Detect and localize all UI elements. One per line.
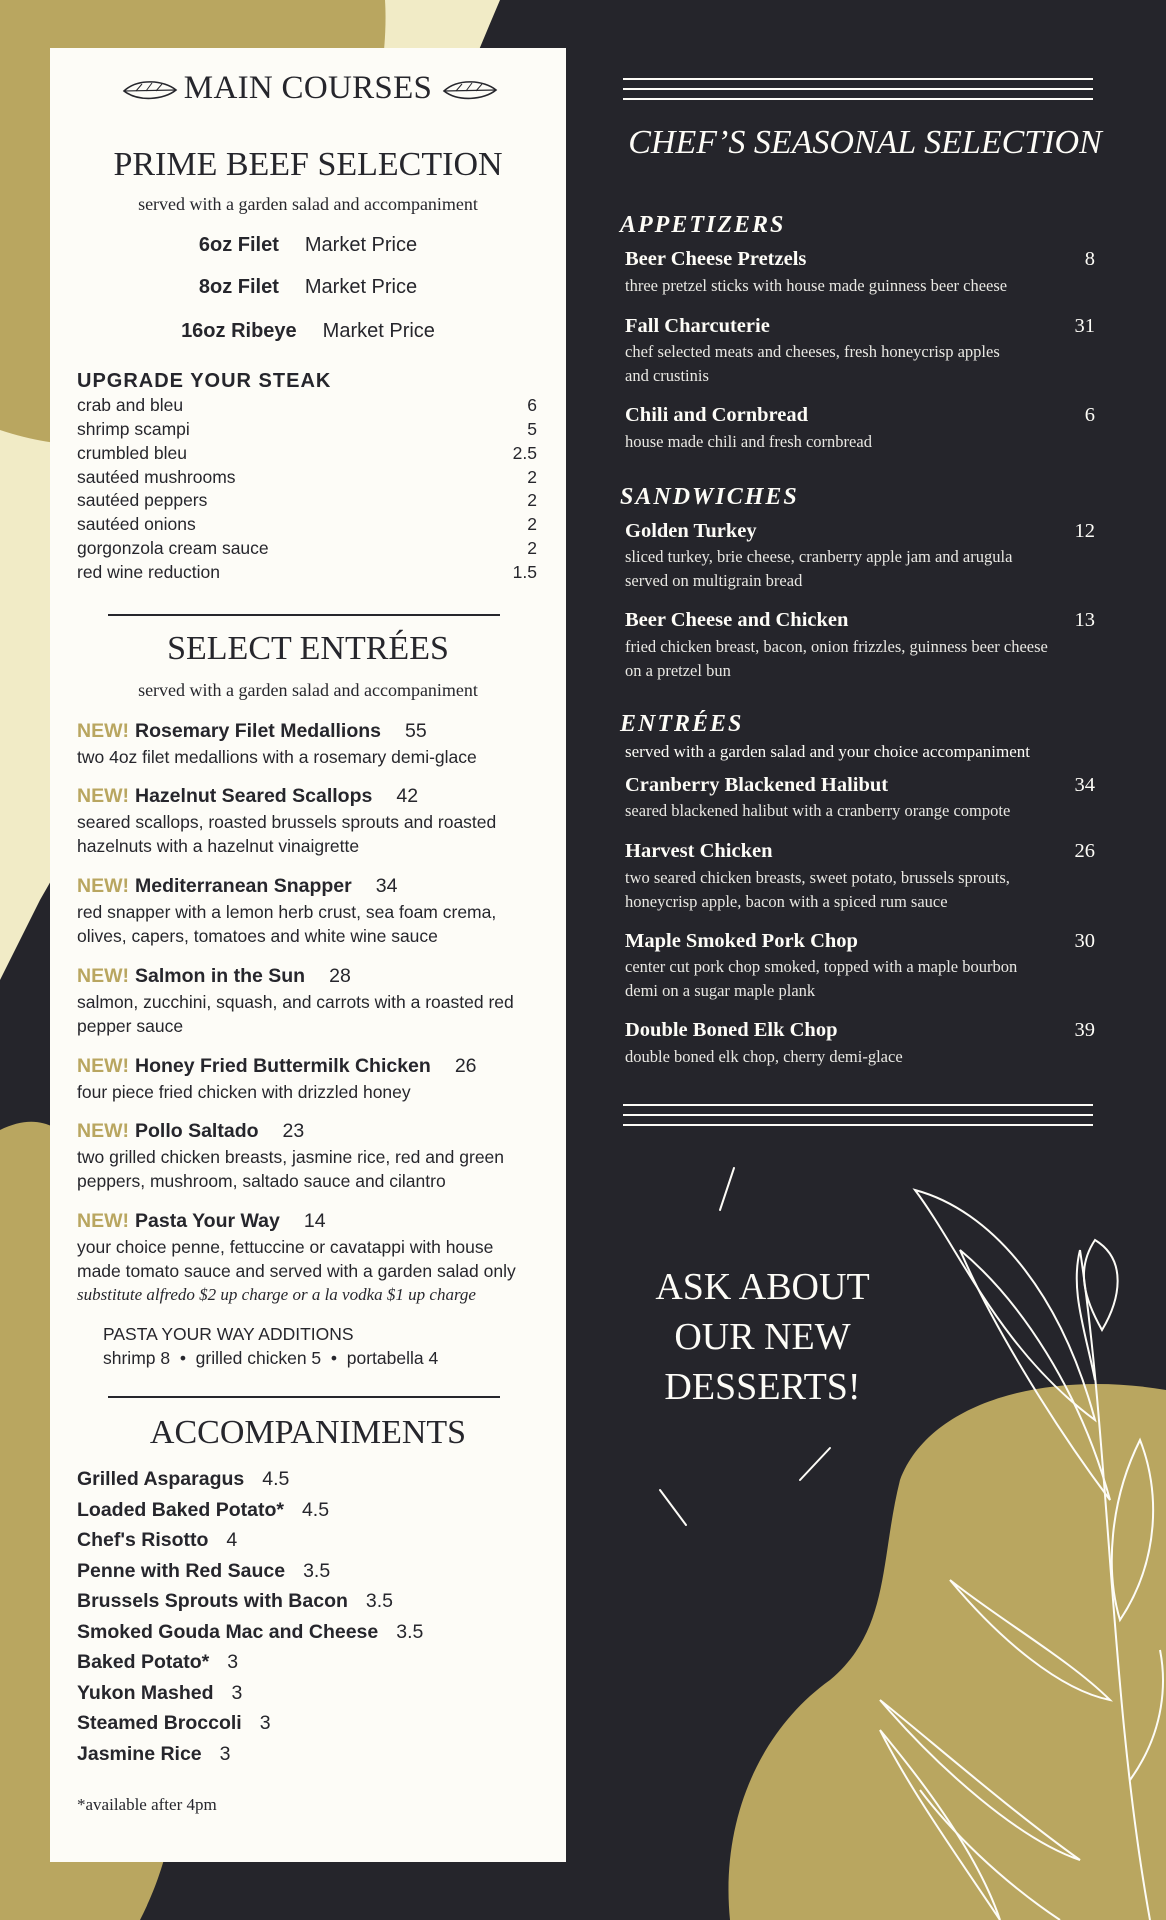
item-name: Harvest Chicken <box>625 840 773 862</box>
pasta-note: substitute alfredo $2 up charge or a la vodka $1 up charge <box>77 1285 476 1304</box>
bottom-rule <box>623 1104 1093 1106</box>
accompaniment-item <box>77 1651 547 1674</box>
seasonal-desc <box>625 1045 1100 1069</box>
item-price: 31 <box>1074 315 1095 337</box>
section-divider <box>108 614 500 616</box>
desc-line: two grilled chicken breasts, jasmine rice, red and green <box>77 1147 505 1167</box>
accompaniment-name: Loaded Baked Potato* <box>77 1499 284 1521</box>
prime-cut-row <box>50 234 566 257</box>
seasonal-desc <box>625 430 1100 454</box>
seasonal-desc <box>625 955 1100 1003</box>
upgrade-name: sautéed onions <box>77 514 196 534</box>
upgrade-row <box>77 419 537 440</box>
entree-name: Honey Fried Buttermilk Chicken <box>135 1055 431 1077</box>
upgrade-price: 2 <box>527 538 537 558</box>
accompaniment-price: 3 <box>227 1651 239 1673</box>
desc-line: sliced turkey, brie cheese, cranberry apple jam and arugula <box>625 547 1013 566</box>
accompaniment-price: 4 <box>226 1529 238 1551</box>
accompaniment-name: Baked Potato* <box>77 1651 210 1673</box>
entree-name: Hazelnut Seared Scallops <box>135 785 373 807</box>
upgrade-name: crumbled bleu <box>77 443 187 463</box>
upgrade-row <box>77 562 537 583</box>
cut-name: 8oz Filet <box>198 276 279 298</box>
select-entrees-title: SELECT ENTRÉES <box>167 630 449 667</box>
upgrade-price: 2.5 <box>512 443 537 463</box>
accompaniment-name: Grilled Asparagus <box>77 1468 245 1490</box>
bottom-rule <box>623 1114 1093 1116</box>
accompaniment-price: 3 <box>219 1743 231 1765</box>
accompaniment-item <box>77 1468 547 1491</box>
cut-price: Market Price <box>304 234 418 256</box>
section-divider <box>108 1396 500 1398</box>
seasonal-item <box>625 404 1095 427</box>
item-name: Beer Cheese Pretzels <box>625 248 807 270</box>
entree-desc <box>77 745 547 769</box>
seasonal-title: CHEF’S SEASONAL SELECTION <box>628 124 1102 161</box>
item-price: 30 <box>1074 930 1095 952</box>
seasonal-item <box>625 1019 1095 1042</box>
top-rule <box>623 78 1093 80</box>
accompaniment-item <box>77 1621 547 1644</box>
upgrade-row <box>77 443 537 464</box>
accompaniment-name: Chef's Risotto <box>77 1529 209 1551</box>
item-price: 12 <box>1074 520 1095 542</box>
desserts-line: OUR NEW <box>674 1316 851 1358</box>
upgrade-row <box>77 395 537 416</box>
seasonal-desc <box>625 635 1100 683</box>
seasonal-desc <box>625 799 1100 823</box>
upgrade-name: red wine reduction <box>77 562 220 582</box>
seasonal-item <box>625 930 1095 953</box>
desc-line: seared scallops, roasted brussels sprouts and roasted <box>77 812 497 832</box>
new-badge: NEW! <box>77 965 129 987</box>
item-name: Maple Smoked Pork Chop <box>625 930 858 952</box>
entree-price: 42 <box>396 785 419 807</box>
entree-title <box>77 785 547 808</box>
seasonal-item <box>625 315 1095 338</box>
seasonal-item <box>625 248 1095 271</box>
entree-price: 26 <box>454 1055 477 1077</box>
main-courses-title: MAIN COURSES <box>183 70 433 106</box>
new-badge: NEW! <box>77 720 129 742</box>
desc-line: double boned elk chop, cherry demi-glace <box>625 1047 903 1066</box>
accompaniment-item <box>77 1560 547 1583</box>
desserts-line: ASK ABOUT <box>655 1266 870 1308</box>
entree-title <box>77 720 547 743</box>
top-rule <box>623 88 1093 90</box>
appetizers-title: APPETIZERS <box>620 212 786 238</box>
cut-name: 16oz Ribeye <box>181 320 297 342</box>
item-price: 34 <box>1074 774 1095 796</box>
prime-cut-row <box>50 276 566 299</box>
item-price: 39 <box>1074 1019 1095 1041</box>
entree-title <box>77 1210 547 1233</box>
desc-line: on a pretzel bun <box>625 661 731 680</box>
desc-line: red snapper with a lemon herb crust, sea foam crema, <box>77 902 497 922</box>
item-price: 13 <box>1074 609 1095 631</box>
footnote: *available after 4pm <box>77 1795 217 1814</box>
new-badge: NEW! <box>77 1055 129 1077</box>
desc-line: and crustinis <box>625 366 709 385</box>
new-badge: NEW! <box>77 1210 129 1232</box>
entrees-subtitle: served with a garden salad and your choice accompaniment <box>625 742 1031 761</box>
entree-name: Pasta Your Way <box>135 1210 280 1232</box>
desserts-line: DESSERTS! <box>664 1366 861 1408</box>
upgrade-price: 6 <box>527 395 537 415</box>
upgrade-price: 2 <box>527 467 537 487</box>
entree-price: 28 <box>329 965 351 987</box>
upgrade-row <box>77 467 537 488</box>
cut-price: Market Price <box>322 320 435 342</box>
entree-desc <box>77 1080 547 1104</box>
accompaniment-item <box>77 1529 547 1552</box>
upgrade-row <box>77 538 537 559</box>
accompaniment-name: Smoked Gouda Mac and Cheese <box>77 1621 379 1643</box>
seasonal-desc <box>625 866 1100 914</box>
desc-line: fried chicken breast, bacon, onion frizzles, guinness beer cheese <box>625 637 1048 656</box>
prime-beef-subtitle: served with a garden salad and accompaniment <box>138 194 478 214</box>
accompaniment-price: 3 <box>231 1682 243 1704</box>
seasonal-desc <box>625 274 1100 298</box>
entree-name: Rosemary Filet Medallions <box>135 720 381 742</box>
sandwiches-title: SANDWICHES <box>620 484 799 510</box>
accompaniment-price: 3 <box>259 1712 271 1734</box>
desc-line: peppers, mushroom, saltado sauce and cilantro <box>77 1171 446 1191</box>
upgrade-price: 1.5 <box>512 562 537 582</box>
desc-line: seared blackened halibut with a cranberry orange compote <box>625 801 1011 820</box>
upgrade-name: gorgonzola cream sauce <box>77 538 269 558</box>
entree-desc <box>77 810 547 858</box>
main-courses-panel <box>50 48 566 1862</box>
leaf-ornament-right-icon <box>440 76 500 106</box>
item-name: Chili and Cornbread <box>625 404 809 426</box>
accompaniment-item <box>77 1499 547 1522</box>
item-price: 8 <box>1084 248 1095 270</box>
desc-line: chef selected meats and cheeses, fresh honeycrisp apples <box>625 342 1000 361</box>
upgrade-price: 2 <box>527 514 537 534</box>
entree-name: Pollo Saltado <box>135 1120 259 1142</box>
prime-beef-title: PRIME BEEF SELECTION <box>113 146 503 183</box>
entrees-title: ENTRÉES <box>620 711 744 737</box>
desc-line: olives, capers, tomatoes and white wine sauce <box>77 926 438 946</box>
entree-title <box>77 875 547 898</box>
accompaniment-name: Brussels Sprouts with Bacon <box>77 1590 348 1612</box>
desc-line: center cut pork chop smoked, topped with a maple bourbon <box>625 957 1018 976</box>
entree-price: 14 <box>303 1210 326 1232</box>
entree-desc <box>77 900 547 948</box>
desc-line: two seared chicken breasts, sweet potato, brussels sprouts, <box>625 868 1010 887</box>
accompaniment-price: 3.5 <box>396 1621 424 1643</box>
upgrade-row <box>77 490 537 511</box>
desc-line: four piece fried chicken with drizzled honey <box>77 1082 411 1102</box>
new-badge: NEW! <box>77 785 129 807</box>
accompaniment-price: 3.5 <box>365 1590 393 1612</box>
accompaniment-name: Steamed Broccoli <box>77 1712 242 1734</box>
select-entrees-subtitle: served with a garden salad and accompaniment <box>138 680 478 700</box>
desc-line: hazelnuts with a hazelnut vinaigrette <box>77 836 360 856</box>
pasta-additions-list: shrimp 8 • grilled chicken 5 • portabella 4 <box>103 1348 439 1368</box>
entree-title <box>77 1120 547 1143</box>
upgrade-price: 5 <box>527 419 537 439</box>
entree-name: Salmon in the Sun <box>135 965 306 987</box>
accompaniment-item <box>77 1743 547 1766</box>
desc-line: made tomato sauce and served with a garden salad only <box>77 1261 516 1281</box>
upgrade-steak-title: UPGRADE YOUR STEAK <box>77 370 332 392</box>
accompaniment-item <box>77 1712 547 1735</box>
seasonal-item <box>625 840 1095 863</box>
entree-title <box>77 1055 547 1078</box>
item-name: Cranberry Blackened Halibut <box>625 774 889 796</box>
entree-desc <box>77 1145 547 1193</box>
accompaniment-item <box>77 1682 547 1705</box>
entree-desc <box>77 1235 547 1283</box>
desc-line: salmon, zucchini, squash, and carrots with a roasted red <box>77 992 514 1012</box>
item-name: Beer Cheese and Chicken <box>625 609 849 631</box>
desc-line: two 4oz filet medallions with a rosemary demi-glace <box>77 747 477 767</box>
seasonal-item <box>625 609 1095 632</box>
item-price: 26 <box>1074 840 1095 862</box>
item-price: 6 <box>1084 404 1095 426</box>
upgrade-name: crab and bleu <box>77 395 184 415</box>
cut-name: 6oz Filet <box>198 234 279 256</box>
seasonal-item <box>625 520 1095 543</box>
new-badge: NEW! <box>77 1120 129 1142</box>
entree-price: 23 <box>282 1120 305 1142</box>
bottom-rule <box>623 1124 1093 1126</box>
item-name: Golden Turkey <box>625 520 757 542</box>
accompaniment-item <box>77 1590 547 1613</box>
desc-line: honeycrisp apple, bacon with a spiced rum sauce <box>625 892 948 911</box>
entree-desc <box>77 990 547 1038</box>
desc-line: demi on a sugar maple plank <box>625 981 816 1000</box>
cut-price: Market Price <box>304 276 418 298</box>
accompaniment-price: 3.5 <box>303 1560 331 1582</box>
desc-line: served on multigrain bread <box>625 571 803 590</box>
seasonal-desc <box>625 340 1100 388</box>
upgrade-row <box>77 514 537 535</box>
entree-name: Mediterranean Snapper <box>135 875 352 897</box>
accompaniment-name: Yukon Mashed <box>77 1682 214 1704</box>
seasonal-item <box>625 774 1095 797</box>
upgrade-name: sautéed mushrooms <box>77 467 236 487</box>
item-name: Double Boned Elk Chop <box>625 1019 838 1041</box>
desc-line: three pretzel sticks with house made guinness beer cheese <box>625 276 1008 295</box>
prime-cut-row <box>50 320 566 343</box>
entree-price: 34 <box>375 875 398 897</box>
accompaniment-name: Jasmine Rice <box>77 1743 202 1765</box>
upgrade-price: 2 <box>527 490 537 510</box>
desc-line: house made chili and fresh cornbread <box>625 432 872 451</box>
accompaniments-title: ACCOMPANIMENTS <box>149 1414 467 1451</box>
entree-title <box>77 965 547 988</box>
new-badge: NEW! <box>77 875 129 897</box>
accompaniment-price: 4.5 <box>301 1499 330 1521</box>
seasonal-desc <box>625 545 1100 593</box>
desserts-callout <box>600 1262 925 1412</box>
accompaniment-price: 4.5 <box>262 1468 290 1490</box>
desc-line: pepper sauce <box>77 1016 184 1036</box>
upgrade-name: sautéed peppers <box>77 490 208 510</box>
accompaniment-name: Penne with Red Sauce <box>77 1560 286 1582</box>
upgrade-name: shrimp scampi <box>77 419 190 439</box>
pasta-additions-title: PASTA YOUR WAY ADDITIONS <box>103 1324 354 1344</box>
item-name: Fall Charcuterie <box>625 315 770 337</box>
desc-line: your choice penne, fettuccine or cavatappi with house <box>77 1237 494 1257</box>
entree-price: 55 <box>405 720 427 742</box>
top-rule <box>623 98 1093 100</box>
